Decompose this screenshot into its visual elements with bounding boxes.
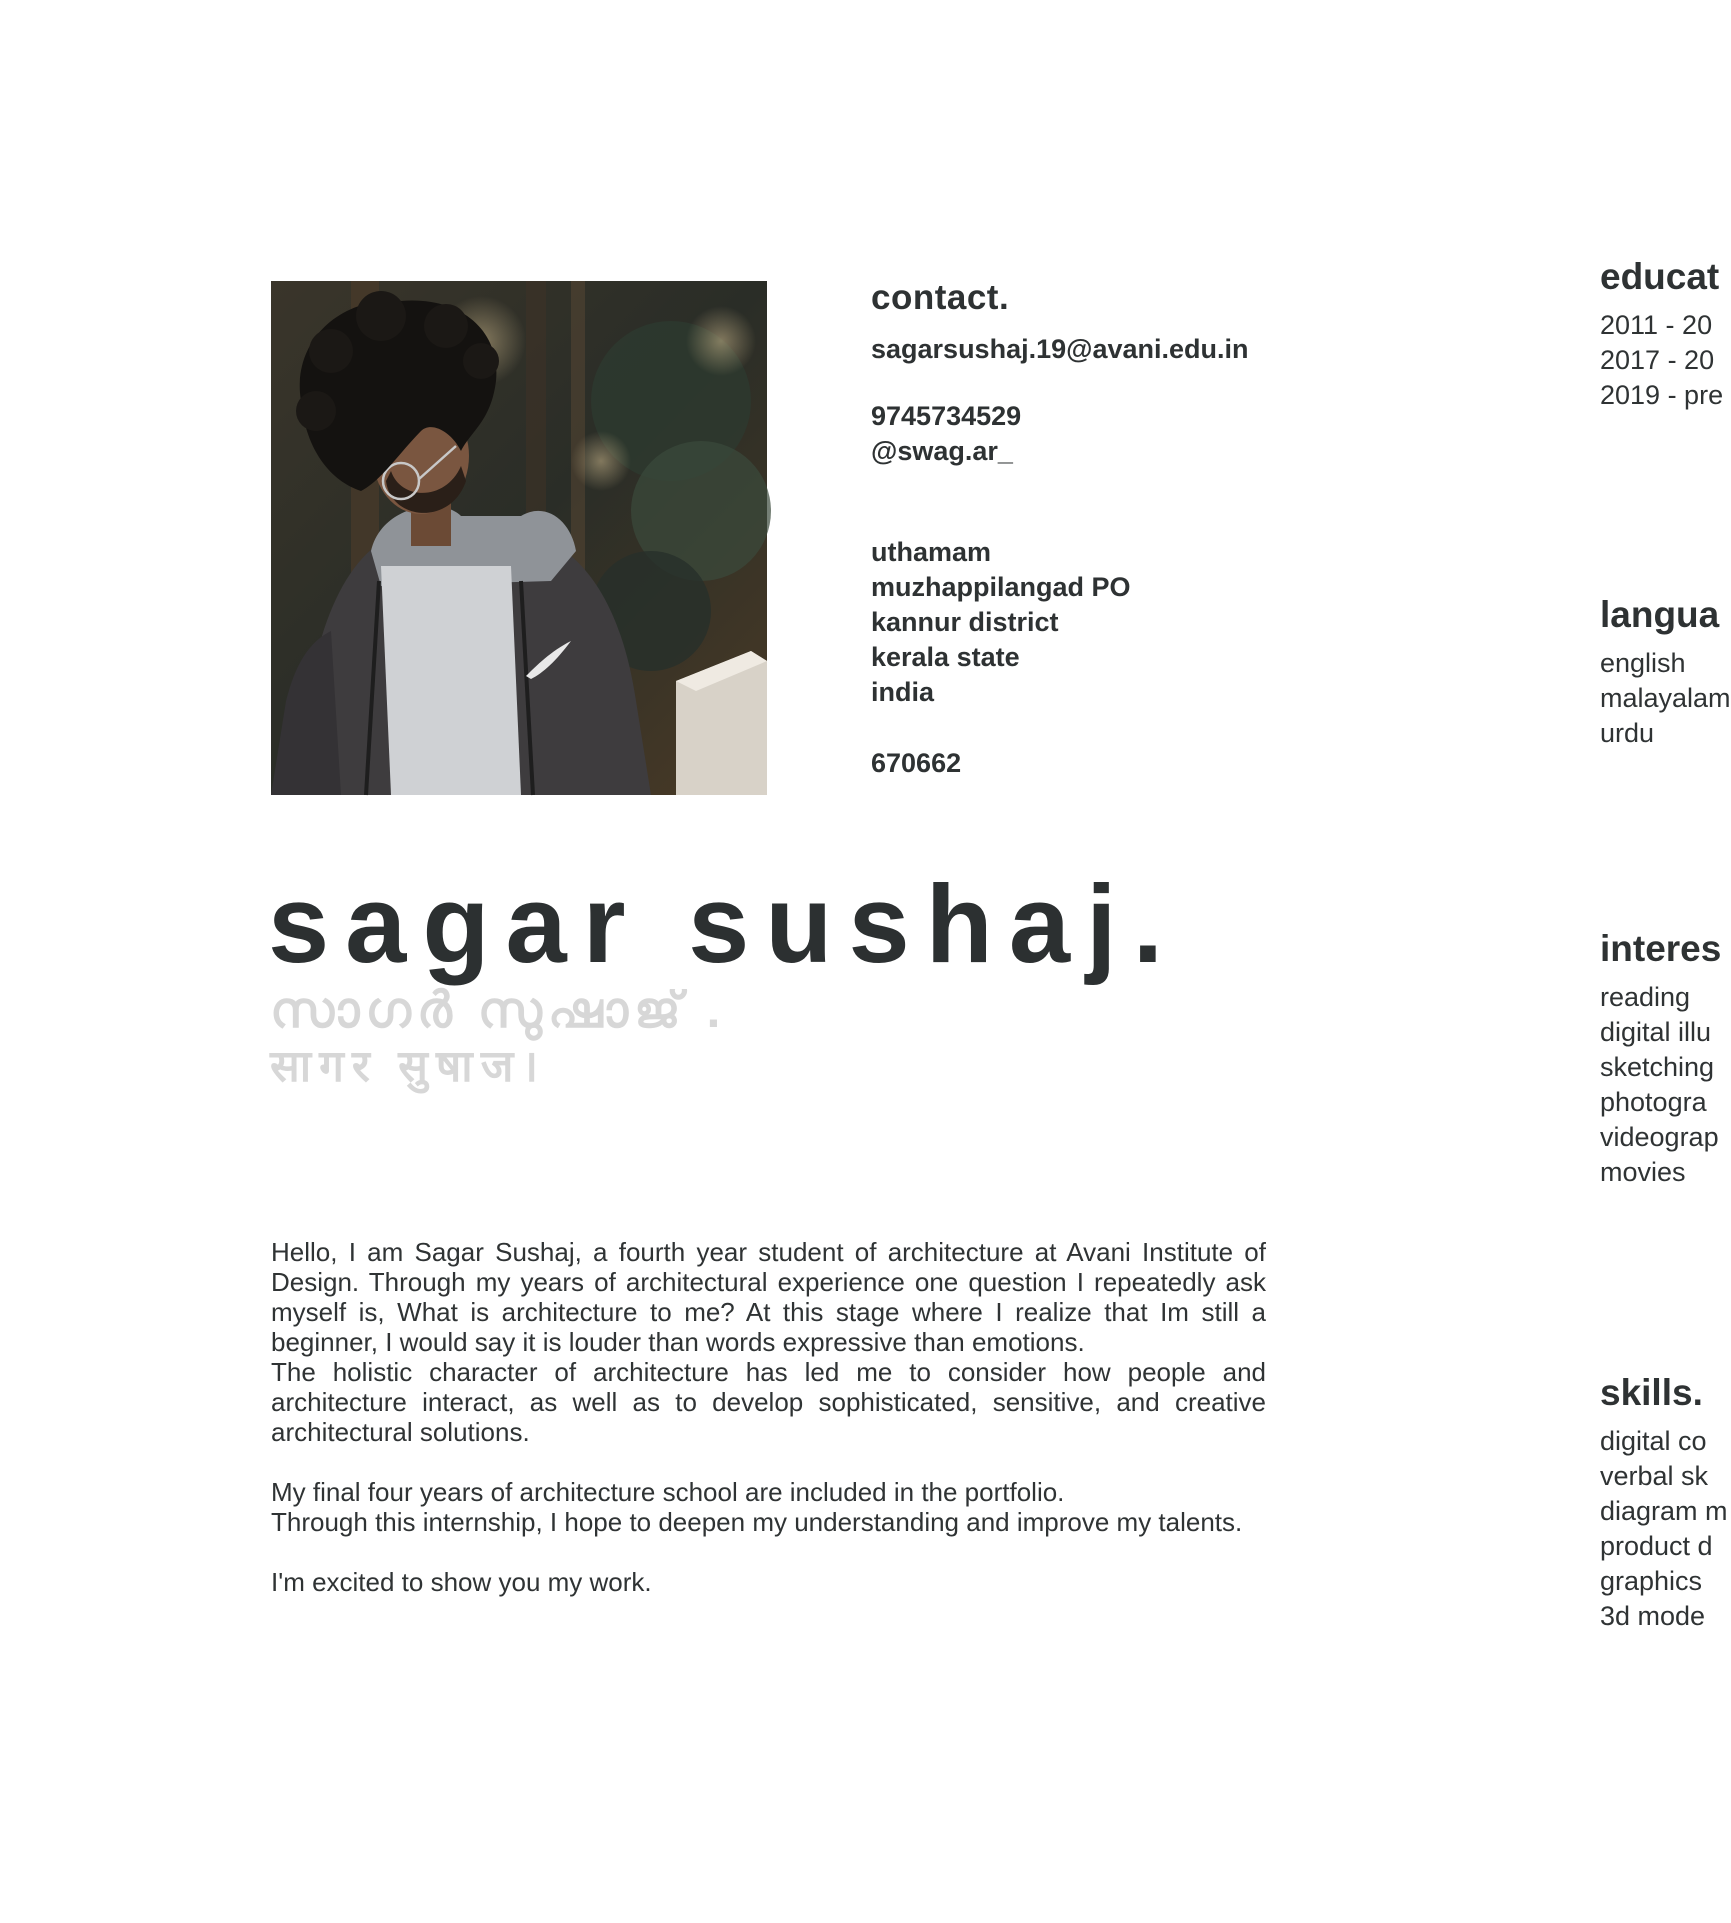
name-hindi: सागर सुषाज। bbox=[270, 1042, 547, 1091]
interest-item: sketching bbox=[1600, 1052, 1715, 1082]
bio-paragraph: Through this internship, I hope to deepen my understanding and improve my talents. bbox=[271, 1507, 1243, 1537]
education-item: 2019 - pre bbox=[1600, 380, 1724, 410]
languages-heading: langua bbox=[1600, 594, 1720, 635]
interest-item: videograp bbox=[1600, 1122, 1719, 1152]
bio-paragraph: Hello, I am Sagar Sushaj, a fourth year student of architecture at Avani Institute of Design. Through my years of architectural experience one question I repeatedly ask myself is, What is architecture to me? At this stage where I realize that Im still a beginner, I would say it is louder than words expressive than emotions. bbox=[271, 1237, 1266, 1357]
portrait-image bbox=[271, 281, 767, 795]
address-line: kannur district bbox=[871, 607, 1059, 637]
social-handle[interactable]: @swag.ar_ bbox=[871, 436, 1013, 466]
address-line: india bbox=[871, 677, 935, 707]
skill-item: verbal sk bbox=[1600, 1461, 1709, 1491]
interest-item: reading bbox=[1600, 982, 1691, 1012]
skills-section bbox=[1600, 1372, 1728, 1634]
contact-heading: contact. bbox=[871, 278, 1010, 317]
interest-item: movies bbox=[1600, 1157, 1686, 1187]
contact-section bbox=[871, 278, 1291, 781]
phone-number[interactable]: 9745734529 bbox=[871, 401, 1022, 431]
skill-item: graphics bbox=[1600, 1566, 1703, 1596]
skill-item: digital co bbox=[1600, 1426, 1707, 1456]
bio-section bbox=[271, 1237, 1266, 1597]
interests-section bbox=[1600, 928, 1722, 1190]
skill-item: diagram m bbox=[1600, 1496, 1728, 1526]
address-line: muzhappilangad PO bbox=[871, 572, 1131, 602]
address-line: uthamam bbox=[871, 537, 992, 567]
skills-heading: skills. bbox=[1600, 1372, 1703, 1413]
pincode: 670662 bbox=[871, 748, 962, 778]
bio-paragraph: I'm excited to show you my work. bbox=[271, 1567, 652, 1597]
interests-heading: interes bbox=[1600, 928, 1722, 969]
education-heading: educat bbox=[1600, 256, 1720, 297]
bio-paragraph: The holistic character of architecture has led me to consider how people and architecture interact, as well as to develop sophisticated, sensitive, and creative architectural solutions. bbox=[271, 1357, 1266, 1447]
address-line: kerala state bbox=[871, 642, 1020, 672]
education-section bbox=[1600, 256, 1724, 413]
education-item: 2011 - 20 bbox=[1600, 310, 1713, 340]
email-link[interactable]: sagarsushaj.19@avani.edu.in bbox=[871, 334, 1249, 364]
skill-item: 3d mode bbox=[1600, 1601, 1706, 1631]
language-item: malayalam bbox=[1600, 683, 1731, 713]
skill-item: product d bbox=[1600, 1531, 1713, 1561]
bio-paragraph: My final four years of architecture school are included in the portfolio. bbox=[271, 1477, 1065, 1507]
interest-item: photogra bbox=[1600, 1087, 1707, 1117]
language-item: urdu bbox=[1600, 718, 1655, 748]
languages-section bbox=[1600, 594, 1731, 751]
name-malayalam: സാഗർ സുഷാജ് . bbox=[270, 982, 727, 1038]
interest-item: digital illu bbox=[1600, 1017, 1712, 1047]
language-item: english bbox=[1600, 648, 1686, 678]
education-item: 2017 - 20 bbox=[1600, 345, 1715, 375]
profile-photo bbox=[271, 281, 767, 795]
name-title: sagar sushaj. bbox=[268, 863, 1180, 986]
